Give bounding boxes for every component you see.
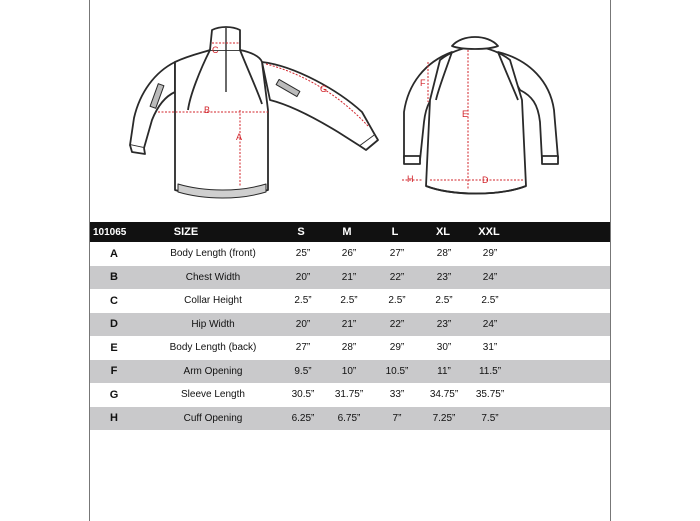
size-m-heading: M xyxy=(342,226,352,238)
value-s: 9.5” xyxy=(294,365,312,377)
label-a: A xyxy=(236,132,243,142)
measure-code: D xyxy=(110,318,118,331)
measure-code: H xyxy=(110,412,118,425)
label-d: D xyxy=(482,175,489,185)
value-l: 27” xyxy=(389,248,405,260)
value-xxl: 24” xyxy=(482,318,498,330)
label-f: F xyxy=(420,78,426,88)
value-xxl: 35.75” xyxy=(475,389,505,401)
measure-code: G xyxy=(109,388,119,401)
value-m: 31.75” xyxy=(334,389,364,401)
value-m: 2.5” xyxy=(340,295,358,307)
measure-code: F xyxy=(110,365,118,378)
measure-name: Body Length (front) xyxy=(170,248,256,260)
value-xl: 28” xyxy=(436,248,452,260)
table-row xyxy=(90,313,610,337)
table-row xyxy=(90,242,610,266)
value-xxl: 7.5” xyxy=(481,412,499,424)
table-header xyxy=(90,222,610,242)
table-row xyxy=(90,383,610,407)
value-xl: 2.5” xyxy=(435,295,453,307)
value-xxl: 24” xyxy=(482,271,498,283)
measure-code: B xyxy=(110,271,118,284)
value-xxl: 29” xyxy=(482,248,498,260)
value-s: 27” xyxy=(295,342,311,354)
value-l: 29” xyxy=(389,342,405,354)
value-xl: 11” xyxy=(437,365,451,377)
value-s: 2.5” xyxy=(294,295,312,307)
value-l: 10.5” xyxy=(385,365,409,377)
value-m: 26” xyxy=(341,248,357,260)
measure-name: Collar Height xyxy=(184,295,242,307)
garment-illustration xyxy=(90,0,610,212)
size-heading: SIZE xyxy=(173,226,199,238)
value-l: 2.5” xyxy=(388,295,406,307)
table-row xyxy=(90,336,610,360)
value-s: 20” xyxy=(295,318,311,330)
garment-diagram xyxy=(90,0,610,212)
measure-code: A xyxy=(110,247,118,260)
value-xl: 30” xyxy=(436,342,452,354)
measure-code: C xyxy=(110,294,118,307)
label-c: C xyxy=(212,45,219,55)
value-m: 21” xyxy=(341,271,357,283)
value-l: 22” xyxy=(389,318,405,330)
measure-name: Sleeve Length xyxy=(181,389,245,401)
size-l-heading: L xyxy=(391,226,399,238)
size-chart-table xyxy=(90,222,610,430)
value-s: 20” xyxy=(295,271,311,283)
value-m: 28” xyxy=(341,342,357,354)
value-xl: 7.25” xyxy=(432,412,456,424)
value-m: 6.75” xyxy=(337,412,361,424)
size-xxl-heading: XXL xyxy=(478,226,500,238)
measure-name: Body Length (back) xyxy=(169,342,257,354)
measure-name: Arm Opening xyxy=(183,365,243,377)
measure-name: Chest Width xyxy=(185,271,241,283)
table-row xyxy=(90,407,610,431)
back-jacket-drawing xyxy=(404,37,558,194)
label-g: G xyxy=(320,84,328,94)
value-xl: 34.75” xyxy=(429,389,459,401)
value-xl: 23” xyxy=(436,271,452,283)
table-row xyxy=(90,266,610,290)
label-h: H xyxy=(407,174,414,184)
table-row xyxy=(90,360,610,384)
label-e: E xyxy=(462,109,469,119)
value-xl: 23” xyxy=(436,318,452,330)
measure-name: Cuff Opening xyxy=(183,412,243,424)
measure-name: Hip Width xyxy=(191,318,235,330)
size-xl-heading: XL xyxy=(435,226,451,238)
value-m: 21” xyxy=(341,318,357,330)
value-xxl: 31” xyxy=(482,342,498,354)
value-s: 25” xyxy=(295,248,311,260)
value-xxl: 2.5” xyxy=(481,295,499,307)
value-l: 7” xyxy=(392,412,402,424)
product-code: 101065 xyxy=(93,226,127,238)
measure-code: E xyxy=(110,341,118,354)
label-b: B xyxy=(204,105,211,115)
value-s: 30.5” xyxy=(291,389,315,401)
value-xxl: 11.5” xyxy=(478,365,502,377)
value-m: 10” xyxy=(341,365,357,377)
value-s: 6.25” xyxy=(291,412,315,424)
value-l: 22” xyxy=(389,271,405,283)
size-s-heading: S xyxy=(297,226,305,238)
table-row xyxy=(90,289,610,313)
value-l: 33” xyxy=(389,389,405,401)
